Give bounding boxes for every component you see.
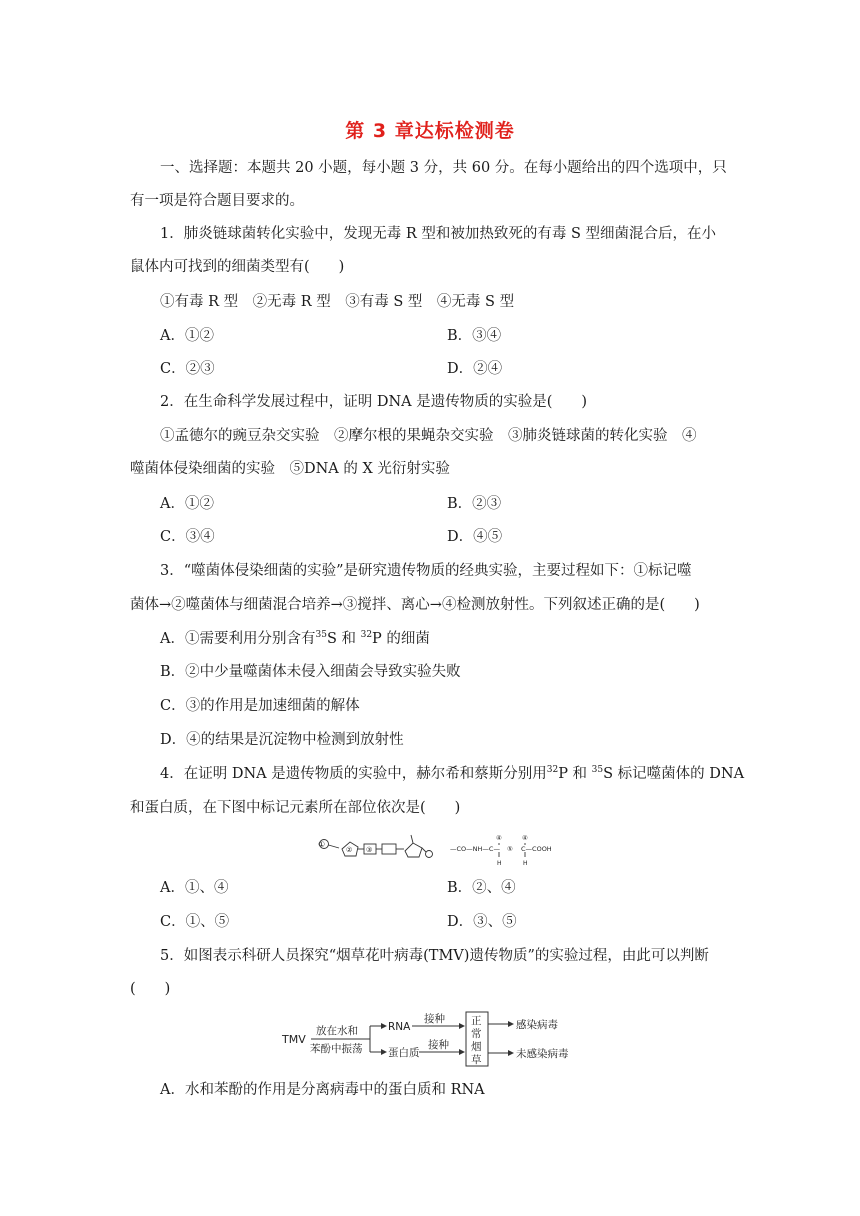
intro-line-2: 有一项是符合题目要求的。	[130, 193, 304, 209]
q1-option-a: A．①②	[160, 328, 214, 344]
q3-option-c: C．③的作用是加速细菌的解体	[160, 698, 360, 714]
page-title: 第 3 章达标检测卷	[345, 120, 515, 142]
q5-fig-inoculate-2: 接种	[428, 1039, 449, 1051]
q5-stem-2: ( )	[130, 981, 171, 997]
q2-items-1: ①孟德尔的豌豆杂交实验 ②摩尔根的果蝇杂交实验 ③肺炎链球菌的转化实验 ④	[160, 428, 697, 444]
q2-option-a: A．①②	[160, 496, 214, 512]
q1-stem-1: 1．肺炎链球菌转化实验中，发现无毒 R 型和被加热致死的有毒 S 型细菌混合后，在小	[160, 226, 717, 242]
q1-option-c: C．②③	[160, 361, 215, 377]
q4-stem-2: 和蛋白质，在下图中标记元素所在部位依次是( )	[130, 800, 461, 816]
q4-fig-label-1: ①	[318, 840, 326, 849]
q5-fig-step-line-1: 放在水和	[316, 1025, 358, 1037]
q3-stem-2: 菌体→②噬菌体与细菌混合培养→③搅拌、离心→④检测放射性。下列叙述正确的是( )	[130, 597, 700, 613]
q5-fig-step-line-2: 苯酚中振荡	[310, 1043, 363, 1055]
q5-fig-box-char-1: 正	[471, 1015, 482, 1027]
q5-fig-result-2: 未感染病毒	[516, 1048, 569, 1060]
q1-stem-2: 鼠体内可找到的细菌类型有( )	[130, 259, 345, 275]
q4-fig-label-4b: ④	[522, 834, 528, 842]
q5-fig-rna: RNA	[388, 1021, 411, 1033]
q5-fig-box-char-4: 草	[471, 1054, 482, 1066]
q4-option-a: A．①、④	[160, 880, 229, 896]
q2-option-b: B．②③	[447, 496, 502, 512]
q5-fig-protein: 蛋白质	[388, 1047, 420, 1059]
q4-figure	[312, 830, 552, 870]
q4-fig-label-3: ③	[366, 846, 373, 854]
q4-fig-h2: H	[523, 860, 528, 867]
q3-option-a: A．①需要利用分别含有$^{35}$S 和 $^{32}$P 的细菌	[160, 630, 430, 647]
q5-figure	[280, 1010, 590, 1072]
q4-option-d: D．③、⑤	[447, 914, 517, 930]
q3-stem-1: 3．“噬菌体侵染细菌的实验”是研究遗传物质的经典实验，主要过程如下：①标记噬	[160, 563, 692, 579]
q3-option-b: B．②中少量噬菌体未侵入细菌会导致实验失败	[160, 664, 461, 680]
q5-fig-tmv: TMV	[282, 1033, 306, 1046]
q1-option-d: D．②④	[447, 361, 503, 377]
q4-fig-c-cooh: C—COOH	[521, 845, 552, 853]
q5-stem-1: 5．如图表示科研人员探究“烟草花叶病毒(TMV)遗传物质”的实验过程，由此可以判断	[160, 948, 709, 964]
q2-option-c: C．③④	[160, 529, 215, 545]
q5-fig-result-1: 感染病毒	[516, 1019, 558, 1031]
q2-items-2: 噬菌体侵染细菌的实验 ⑤DNA 的 X 光衍射实验	[130, 461, 450, 477]
q5-fig-box-char-3: 烟	[471, 1041, 482, 1053]
q4-fig-co-nh: —CO—NH—C—	[450, 845, 500, 853]
q5-fig-box-char-2: 常	[471, 1028, 482, 1040]
q4-fig-label-5: ⑤	[507, 845, 513, 853]
q1-option-b: B．③④	[447, 328, 502, 344]
q4-fig-label-2: ②	[346, 846, 353, 854]
q5-option-a: A．水和苯酚的作用是分离病毒中的蛋白质和 RNA	[160, 1082, 485, 1098]
q2-stem: 2．在生命科学发展过程中，证明 DNA 是遗传物质的实验是( )	[160, 394, 588, 410]
q3-option-d: D．④的结果是沉淀物中检测到放射性	[160, 732, 404, 748]
q4-fig-label-4a: ④	[496, 834, 502, 842]
intro-line-1: 一、选择题：本题共 20 小题，每小题 3 分，共 60 分。在每小题给出的四个选项中，只	[160, 160, 727, 176]
q4-fig-h1: H	[497, 860, 502, 867]
q5-fig-inoculate-1: 接种	[424, 1013, 445, 1025]
q4-option-c: C．①、⑤	[160, 914, 230, 930]
q2-option-d: D．④⑤	[447, 529, 503, 545]
q1-items: ①有毒 R 型 ②无毒 R 型 ③有毒 S 型 ④无毒 S 型	[160, 294, 515, 310]
q4-option-b: B．②、④	[447, 880, 516, 896]
q4-stem-1: 4．在证明 DNA 是遗传物质的实验中，赫尔希和蔡斯分别用$^{32}$P 和 $^{35}$S 标记噬菌体的 DNA	[160, 765, 745, 782]
